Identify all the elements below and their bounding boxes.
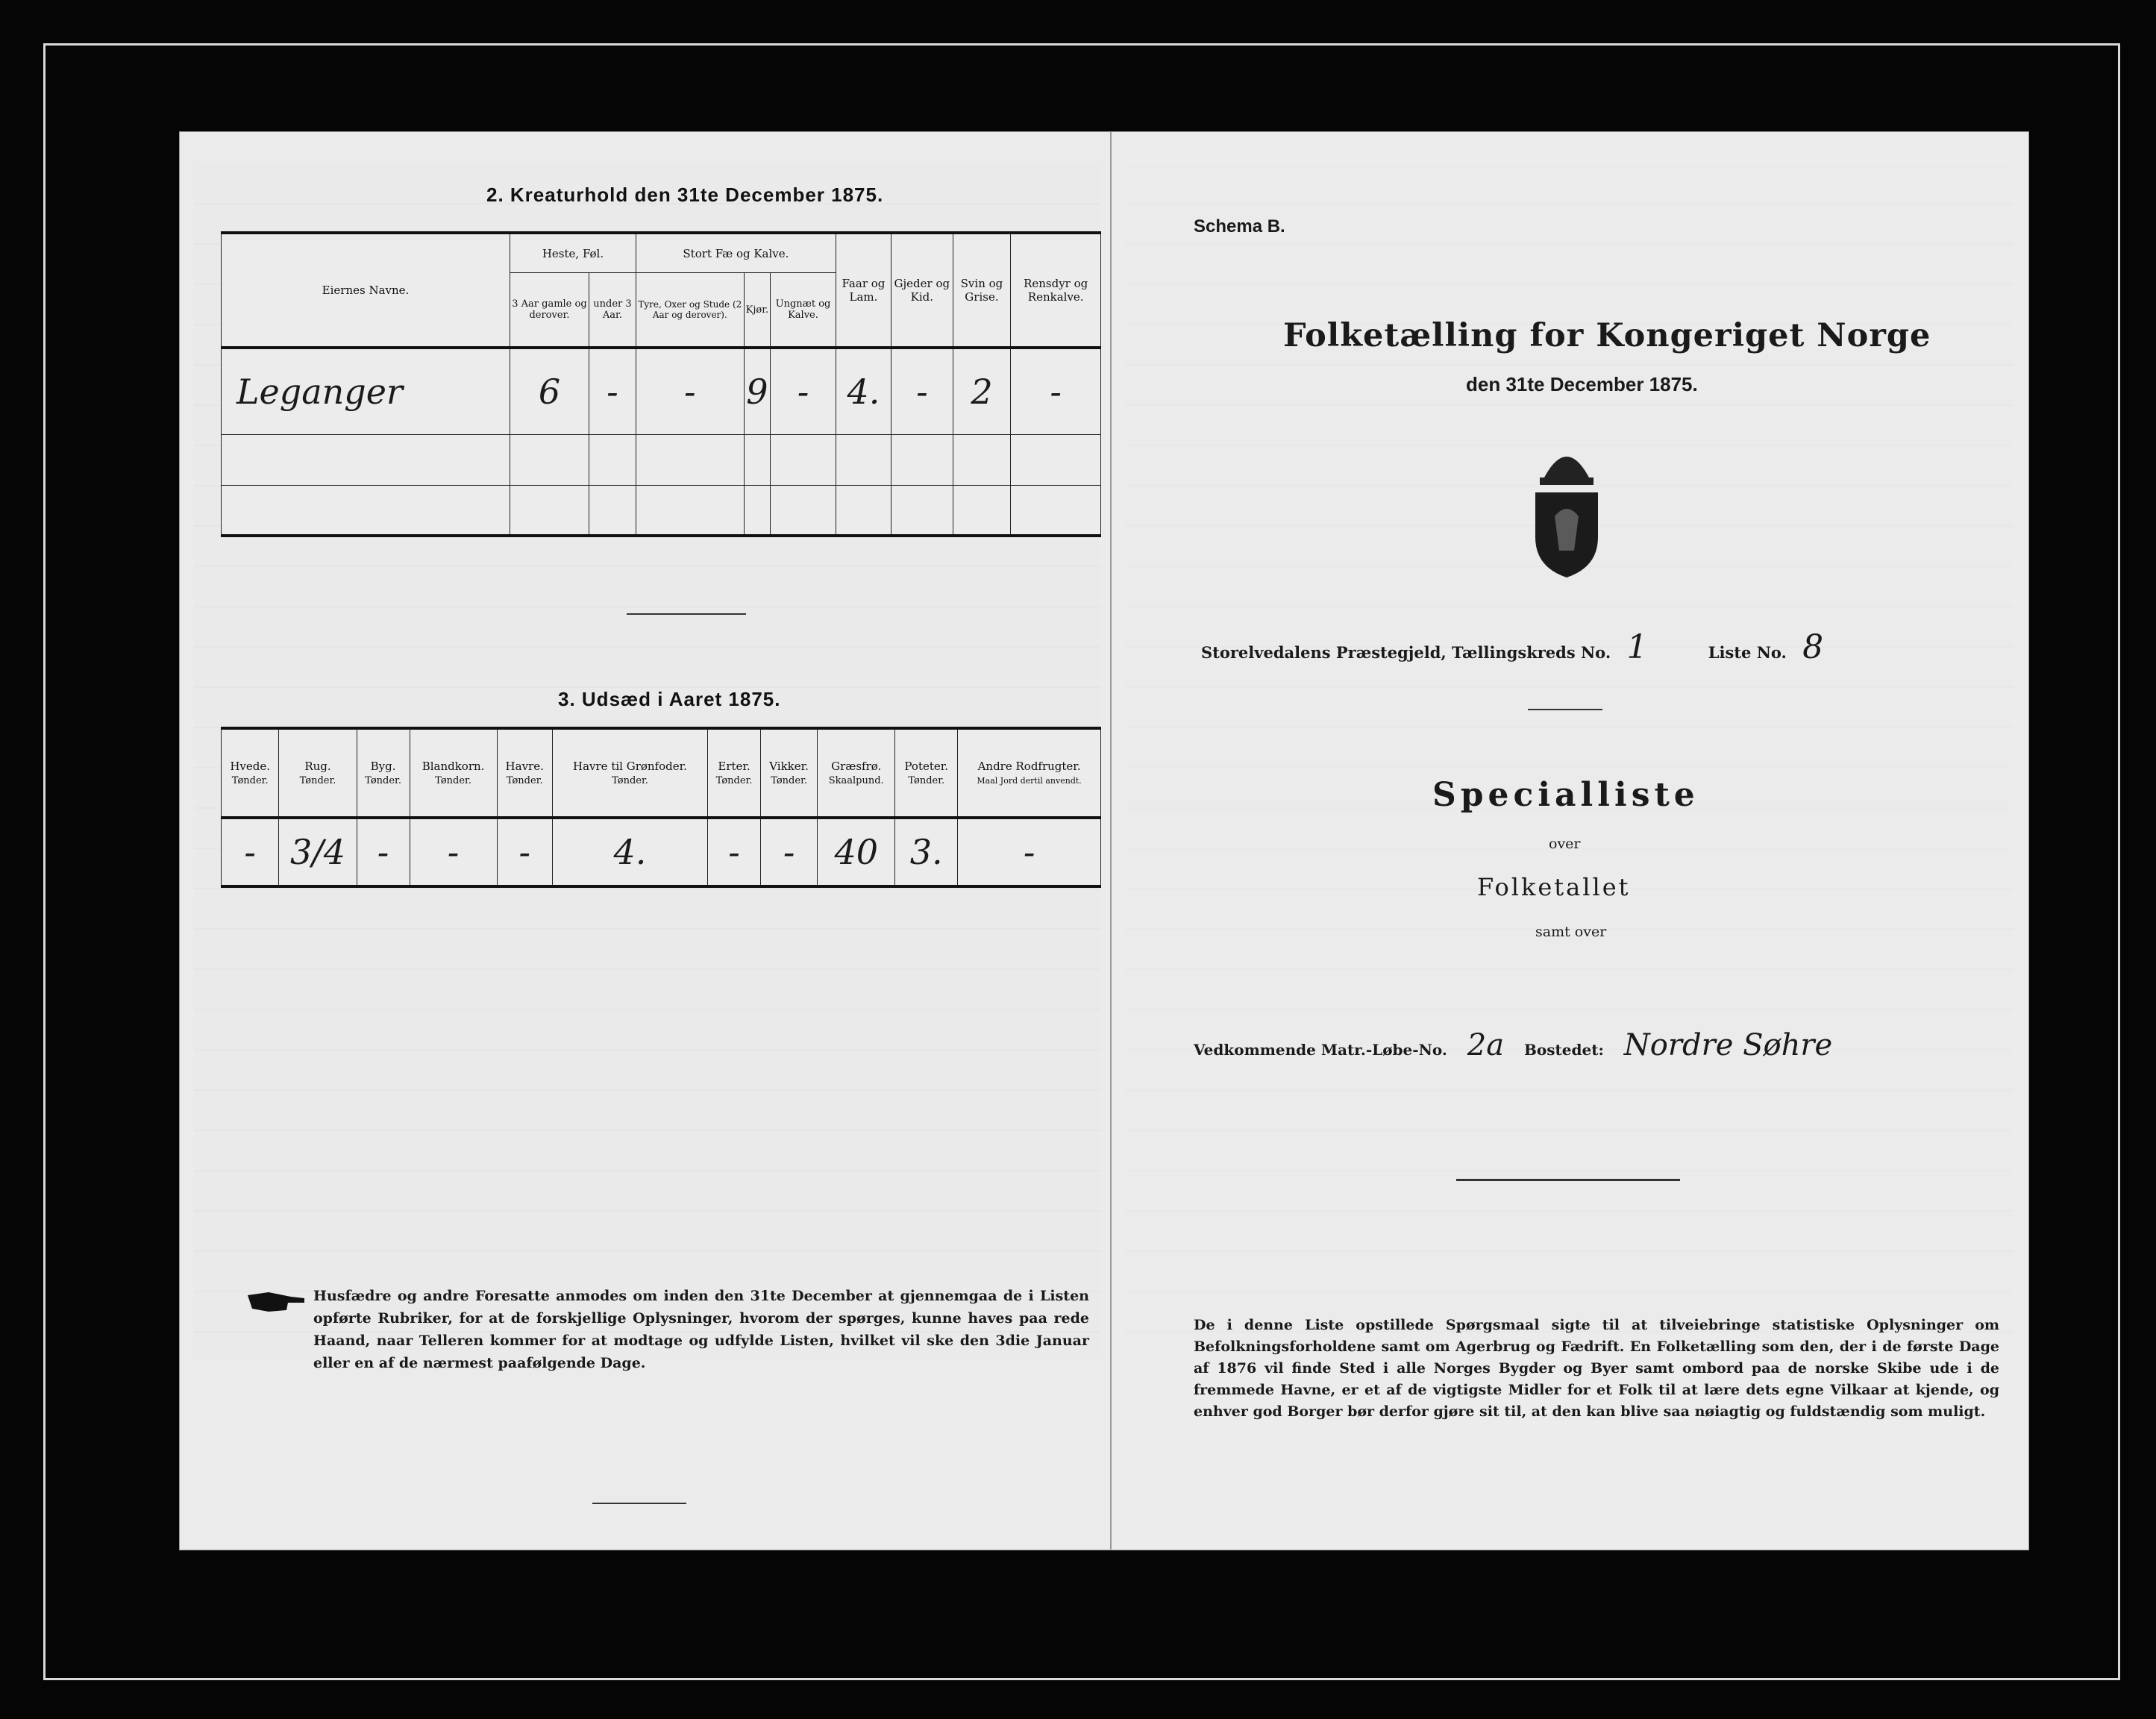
- cows-header: Kjør.: [744, 273, 771, 348]
- grass-seed-cell: 40: [818, 818, 895, 886]
- district-number: 1: [1626, 628, 1648, 666]
- goats-cell: -: [891, 348, 953, 435]
- horses-3plus-cell: 6: [510, 348, 589, 435]
- rye-header: Rug. Tønder.: [279, 728, 357, 818]
- owner-header: Eiernes Navne.: [222, 233, 510, 348]
- potatoes-header: Poteter. Tønder.: [895, 728, 958, 818]
- oats-cell: -: [497, 818, 552, 886]
- coat-of-arms-icon: [1522, 439, 1611, 579]
- matr-label: Vedkommende Matr.-Løbe-No.: [1194, 1041, 1447, 1059]
- reindeer-cell: -: [1011, 348, 1101, 435]
- sheep-header: Faar og Lam.: [836, 233, 891, 348]
- signature-divider: [1456, 1179, 1680, 1181]
- census-date: den 31te December 1875.: [1466, 373, 1698, 395]
- list-number: 8: [1802, 628, 1824, 666]
- pointing-hand-icon: [246, 1286, 306, 1316]
- wheat-header: Hvede. Tønder.: [222, 728, 279, 818]
- folketallet-text: Folketallet: [1477, 873, 1631, 901]
- section2-title: 2. Kreaturhold den 31te December 1875.: [486, 184, 884, 206]
- seed-table: [221, 727, 1101, 888]
- matr-line: [1194, 1028, 1847, 1062]
- owner-cell: Leganger: [222, 348, 510, 435]
- sheep-cell: 4.: [836, 348, 891, 435]
- other-roots-header: Andre Rodfrugter. Maal Jord dertil anvendt.: [958, 728, 1101, 818]
- goats-header: Gjeder og Kid.: [891, 233, 953, 348]
- district-label: Tællingskreds No.: [1452, 643, 1611, 662]
- page-title: Folketælling for Kongeriget Norge: [1283, 317, 1931, 354]
- notice-text: Husfædre og andre Foresatte anmodes om inden den 31te December at gjennemgaa de i Listen opførte Rubriker, for at de forskjellige Oplysninger, hvorom der spørges, kunne haves paa rede Haand, naar Telleren kommer for at modtage og udfylde Listen, hvilket vil ske den 3die Januar eller en af de nærmest paafølgende Dage.: [313, 1288, 1089, 1371]
- mixed-grain-cell: -: [410, 818, 497, 886]
- peas-cell: -: [708, 818, 761, 886]
- horses-3plus-header: 3 Aar gamle og derover.: [510, 273, 589, 348]
- location-line: [1201, 628, 1834, 666]
- divider: [627, 613, 746, 615]
- seed-row: [222, 818, 1101, 886]
- specialliste-heading: Specialliste: [1432, 776, 1699, 814]
- horses-under3-cell: -: [589, 348, 636, 435]
- rye-cell: 3/4: [279, 818, 357, 886]
- potatoes-cell: 3.: [895, 818, 958, 886]
- horses-under3-header: under 3 Aar.: [589, 273, 636, 348]
- young-cattle-cell: -: [771, 348, 836, 435]
- vetch-header: Vikker. Tønder.: [761, 728, 818, 818]
- barley-cell: -: [357, 818, 410, 886]
- livestock-row: [222, 348, 1101, 435]
- cows-cell: 9: [744, 348, 771, 435]
- title-divider: [1528, 709, 1602, 710]
- wheat-cell: -: [222, 818, 279, 886]
- oats-header: Havre. Tønder.: [497, 728, 552, 818]
- cattle-header: Stort Fæ og Kalve.: [636, 233, 836, 273]
- reindeer-header: Rensdyr og Renkalve.: [1011, 233, 1101, 348]
- bulls-cell: -: [636, 348, 744, 435]
- bottom-divider: [592, 1503, 686, 1504]
- young-cattle-header: Ungnæt og Kalve.: [771, 273, 836, 348]
- green-oats-cell: 4.: [552, 818, 707, 886]
- parish-name: Storelvedalens Præstegjeld,: [1201, 643, 1447, 662]
- horses-header: Heste, Føl.: [510, 233, 636, 273]
- list-label: Liste No.: [1708, 643, 1787, 662]
- bulls-header: Tyre, Oxer og Stude (2 Aar og derover).: [636, 273, 744, 348]
- samt-over-text: samt over: [1535, 924, 1607, 940]
- page-fold: [1110, 131, 1112, 1549]
- bosted-label: Bostedet:: [1524, 1041, 1604, 1059]
- bosted-value: Nordre Søhre: [1623, 1028, 1833, 1062]
- mixed-grain-header: Blandkorn. Tønder.: [410, 728, 497, 818]
- livestock-table: [221, 231, 1101, 537]
- other-roots-cell: -: [958, 818, 1101, 886]
- schema-label: Schema B.: [1194, 216, 1285, 237]
- pigs-cell: 2: [953, 348, 1011, 435]
- matr-number: 2a: [1467, 1028, 1505, 1062]
- purpose-note: De i denne Liste opstillede Spørgsmaal sigte til at tilveiebringe statistiske Oplysninger om Befolkningsforholdene samt om Agerbrug og Fædrift. En Folketælling som den, der i de første Dage af 1876 vil finde Sted i alle Norges Bygder og Byer samt ombord paa de norske Skibe ude i de fremmede Havne, er et af de vigtigste Midler for et Folk til at lære dets egne Vilkaar at kjende, og enhver god Borger bør derfor gjøre sit til, at den kan blive saa nøiagtig og fuldstændig som muligt.: [1194, 1317, 1999, 1420]
- grass-seed-header: Græsfrø. Skaalpund.: [818, 728, 895, 818]
- peas-header: Erter. Tønder.: [708, 728, 761, 818]
- over-text: over: [1549, 836, 1581, 852]
- pigs-header: Svin og Grise.: [953, 233, 1011, 348]
- section3-title: 3. Udsæd i Aaret 1875.: [558, 688, 781, 710]
- green-oats-header: Havre til Grønfoder. Tønder.: [552, 728, 707, 818]
- barley-header: Byg. Tønder.: [357, 728, 410, 818]
- vetch-cell: -: [761, 818, 818, 886]
